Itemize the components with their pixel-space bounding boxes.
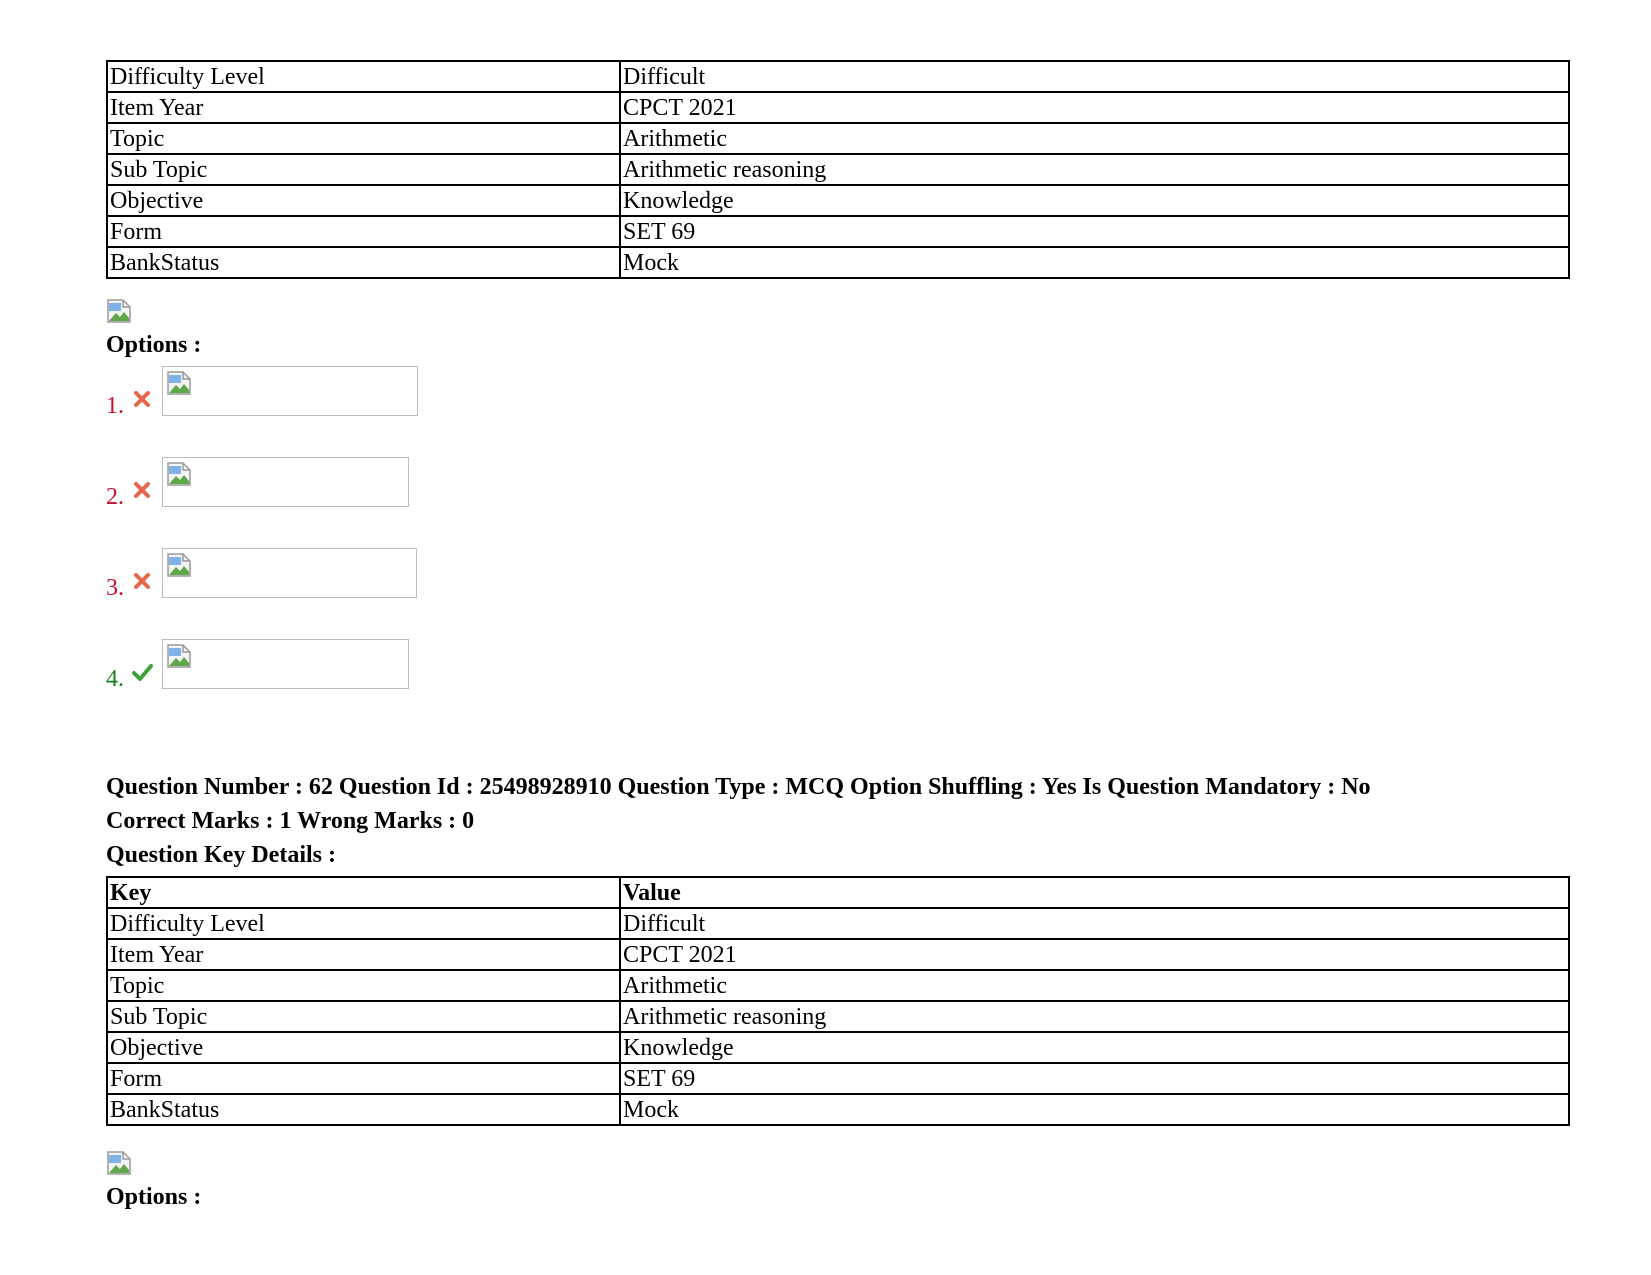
broken-image-icon <box>166 643 192 669</box>
value-cell: CPCT 2021 <box>620 939 1569 970</box>
value-cell: Arithmetic reasoning <box>620 154 1569 185</box>
cross-icon <box>131 570 153 592</box>
broken-image-icon <box>166 552 192 578</box>
table-row <box>107 1001 1569 1032</box>
table-row <box>107 939 1569 970</box>
key-cell: Form <box>107 1063 620 1094</box>
table-row <box>107 247 1569 278</box>
broken-image-icon <box>106 298 132 324</box>
value-header: Value <box>620 877 1569 908</box>
option-number: 3. <box>106 575 124 601</box>
table-row <box>107 1063 1569 1094</box>
key-cell: Item Year <box>107 92 620 123</box>
table-row <box>107 185 1569 216</box>
key-cell: Sub Topic <box>107 154 620 185</box>
value-cell: Mock <box>620 1094 1569 1125</box>
table-row <box>107 61 1569 92</box>
option-number: 1. <box>106 393 124 419</box>
key-cell: Item Year <box>107 939 620 970</box>
option-image-frame <box>162 366 418 416</box>
key-cell: Topic <box>107 970 620 1001</box>
key-cell: Form <box>107 216 620 247</box>
key-cell: Objective <box>107 185 620 216</box>
key-cell: Sub Topic <box>107 1001 620 1032</box>
key-cell: Objective <box>107 1032 620 1063</box>
question-meta-line: Question Number : 62 Question Id : 25498928910 Question Type : MCQ Option Shuffling : Yes Is Question Mandatory : No <box>106 774 1371 800</box>
key-details-heading: Question Key Details : <box>106 842 336 868</box>
option-number: 2. <box>106 484 124 510</box>
table-row <box>107 123 1569 154</box>
table-header-row <box>107 877 1569 908</box>
options-heading: Options : <box>106 1184 202 1210</box>
value-cell: Difficult <box>620 61 1569 92</box>
table-row <box>107 92 1569 123</box>
table-row <box>107 908 1569 939</box>
value-cell: Arithmetic <box>620 970 1569 1001</box>
value-cell: Mock <box>620 247 1569 278</box>
check-icon <box>131 661 153 683</box>
option-image-frame <box>162 457 409 507</box>
question-key-details-table-1 <box>106 60 1570 279</box>
question-key-details-table-2 <box>106 876 1570 1126</box>
value-cell: CPCT 2021 <box>620 92 1569 123</box>
value-cell: SET 69 <box>620 1063 1569 1094</box>
value-cell: Knowledge <box>620 185 1569 216</box>
table-row <box>107 970 1569 1001</box>
value-cell: SET 69 <box>620 216 1569 247</box>
table-row <box>107 1032 1569 1063</box>
option-image-frame <box>162 548 417 598</box>
key-header: Key <box>107 877 620 908</box>
table-row <box>107 1094 1569 1125</box>
key-cell: Topic <box>107 123 620 154</box>
broken-image-icon <box>106 1150 132 1176</box>
value-cell: Arithmetic reasoning <box>620 1001 1569 1032</box>
table-row <box>107 154 1569 185</box>
key-cell: BankStatus <box>107 1094 620 1125</box>
marks-line: Correct Marks : 1 Wrong Marks : 0 <box>106 808 475 834</box>
option-image-frame <box>162 639 409 689</box>
options-heading: Options : <box>106 332 202 358</box>
value-cell: Knowledge <box>620 1032 1569 1063</box>
value-cell: Arithmetic <box>620 123 1569 154</box>
broken-image-icon <box>166 461 192 487</box>
cross-icon <box>131 388 153 410</box>
cross-icon <box>131 479 153 501</box>
value-cell: Difficult <box>620 908 1569 939</box>
option-number: 4. <box>106 666 124 692</box>
broken-image-icon <box>166 370 192 396</box>
key-cell: BankStatus <box>107 247 620 278</box>
key-cell: Difficulty Level <box>107 908 620 939</box>
table-row <box>107 216 1569 247</box>
key-cell: Difficulty Level <box>107 61 620 92</box>
